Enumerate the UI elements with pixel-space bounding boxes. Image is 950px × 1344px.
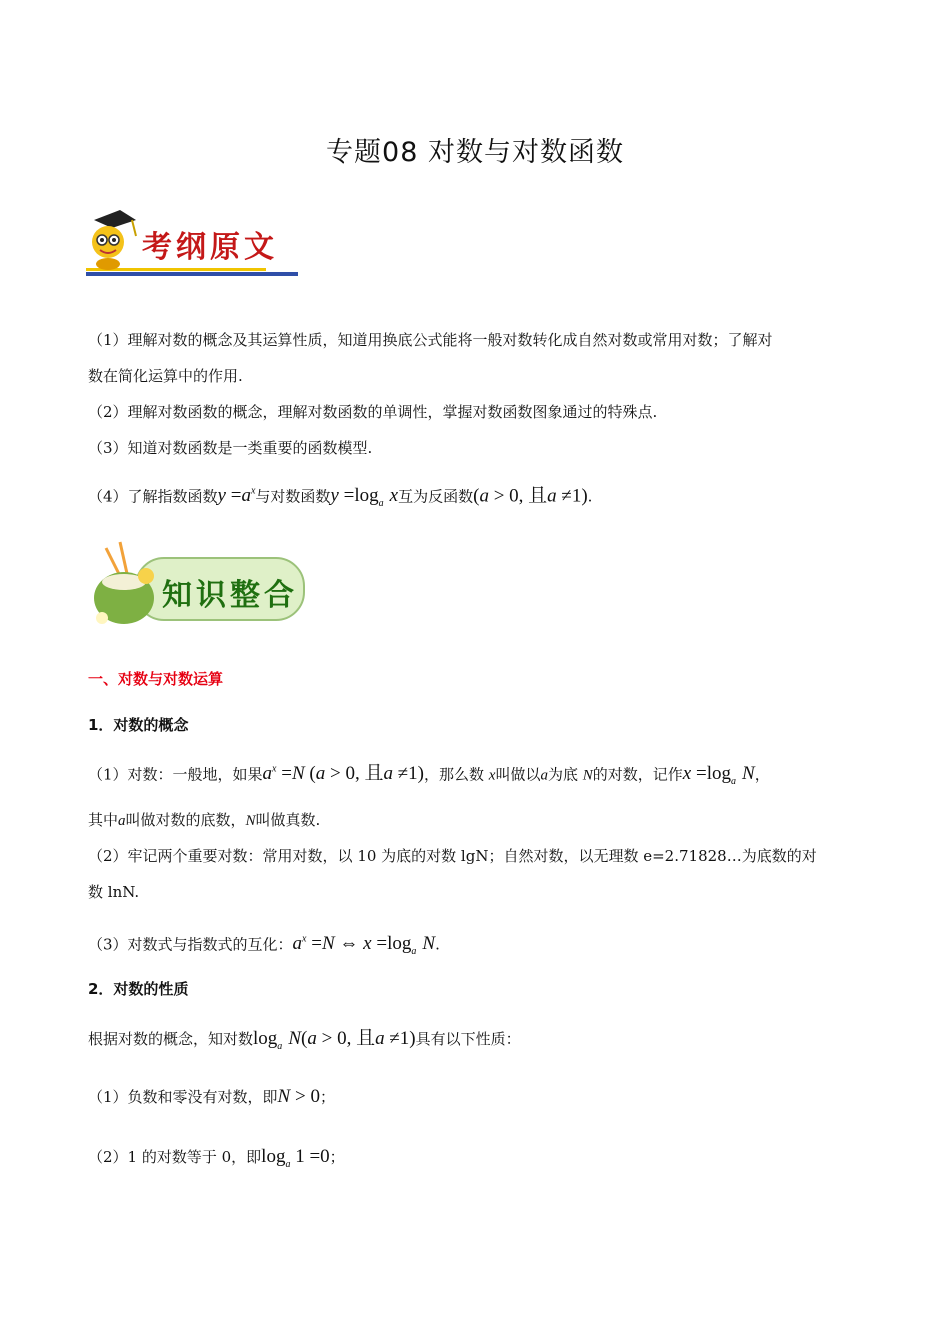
outline-item-1-line1: （1）理解对数的概念及其运算性质，知道用换底公式能将一般对数转化成自然对数或常用对数；了解对 — [88, 331, 773, 349]
subheading-concept: 1．对数的概念 — [88, 716, 189, 734]
property-1: （1）负数和零没有对数，即N > 0； — [88, 1086, 335, 1107]
banner1-text: 考纲原文 — [142, 230, 278, 265]
properties-intro: 根据对数的概念，知对数$\log_a N(a > 0$, 且a ≠1)具有以下性质： — [88, 1028, 521, 1052]
subheading-properties: 2．对数的性质 — [88, 980, 189, 998]
concept-1-line2: 其中a叫做对数的底数，N叫做真数. — [88, 811, 321, 829]
banner-exam-outline — [86, 206, 300, 280]
section-heading: 一、对数与对数运算 — [88, 670, 224, 688]
concept-3: （3）对数式与指数式的互化：$a^x =N$ ⇔ $x =\log_a$ N. — [88, 933, 440, 958]
outline-item-2: （2）理解对数函数的概念，理解对数函数的单调性，掌握对数函数图象通过的特殊点. — [88, 403, 658, 421]
concept-2-line2: 数 lnN. — [88, 883, 140, 901]
banner2-text: 知识整合 — [162, 578, 298, 613]
concept-2-line1: （2）牢记两个重要对数：常用对数，以 10 为底的对数 lgN；自然对数，以无理数 e=2.71828…为底数的对 — [88, 847, 817, 865]
page-title: 专题08 对数与对数函数 — [326, 137, 624, 168]
outline-item-3: （3）知道对数函数是一类重要的函数模型. — [88, 439, 373, 457]
outline-item-1-line2: 数在简化运算中的作用. — [88, 367, 243, 385]
outline-item-4: （4）了解指数函数$y =a^x$与对数函数$y =\log_a$ x互为反函数(a > 0, 且a ≠1). — [88, 485, 593, 510]
concept-1: （1）对数：一般地，如果$a^x =N$ (a > 0, 且a ≠1)，那么数 x叫做以a为底 N的对数，记作$x =\log_a$ N， — [88, 763, 770, 788]
property-2: （2）1 的对数等于 0，即$\log_a 1 =0$； — [88, 1146, 345, 1170]
banner-knowledge — [86, 540, 306, 632]
